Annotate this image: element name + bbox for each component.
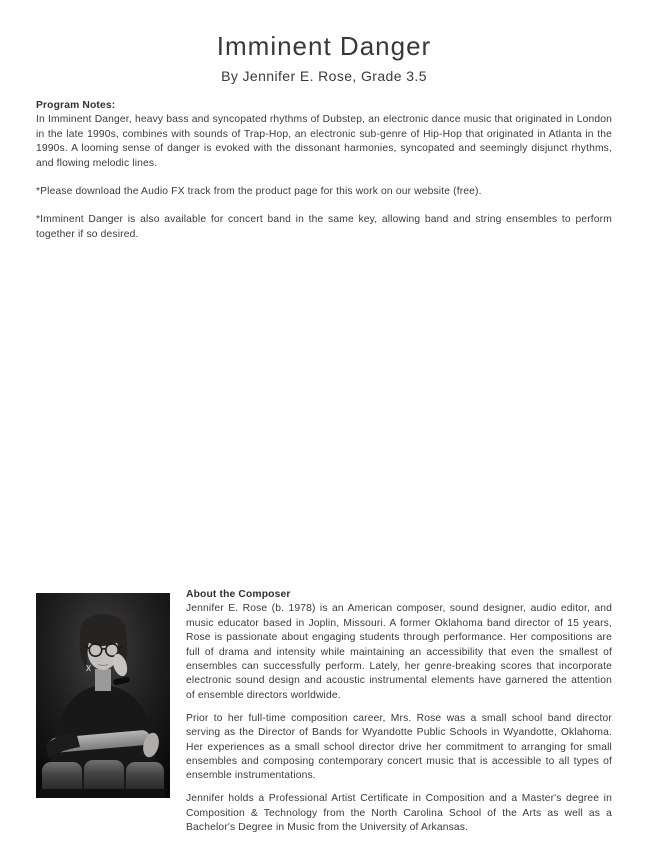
about-composer-heading: About the Composer — [186, 589, 291, 600]
program-notes-body: In Imminent Danger, heavy bass and syncopated rhythms of Dubstep, an electronic dance music that originated in London in the late 1990s, combines with sounds of Trap-Hop, an electronic sub-genre of Hip-Hop that originated in Atlanta in the 1990s. A looming sense of danger is evoked with the dissonant harmonies, syncopated and seemingly disjunct rhythms, and flowing melodic lines. — [36, 114, 612, 169]
note-concert-band: *Imminent Danger is also available for concert band in the same key, allowing band and string ensembles to perform together if so desired. — [36, 214, 612, 240]
about-composer-section — [36, 588, 612, 844]
bio-paragraph-2: Prior to her full-time composition career, Mrs. Rose was a small school band director serving as the Director of Bands for Wyandotte Public Schools in Wyandotte, Oklahoma. Her experiences as a small school director drive her commitment to arranging for small ensembles and composing contemporary concert music that is accessible to all types of ensemble instrumentations. — [186, 712, 612, 782]
composer-photo — [36, 593, 170, 798]
program-notes-section — [36, 99, 612, 242]
composer-bio — [186, 588, 612, 844]
program-notes-heading: Program Notes: — [36, 100, 116, 111]
title-block — [0, 31, 648, 84]
bio-paragraph-3: Jennifer holds a Professional Artist Certificate in Composition and a Master's degree in Composition & Technology from the North Carolina School of the Arts as well as a Bachelor's Degree in Music from the University of Arkansas. — [186, 793, 612, 834]
page-subtitle: By Jennifer E. Rose, Grade 3.5 — [221, 68, 427, 84]
page-title: Imminent Danger — [216, 31, 432, 61]
composer-portrait-illustration — [36, 593, 170, 798]
neck — [95, 669, 111, 691]
bio-paragraph-1: Jennifer E. Rose (b. 1978) is an American composer, sound designer, audio editor, and music educator based in Joplin, Missouri. A former Oklahoma band director of 15 years, Rose is passionate about engaging students through performance. Her compositions are full of drama and intensity while maintaining an accessibility that even the smallest of ensembles can successfully perform. Lately, her genre-breaking scores that incorporate electronic sound design and acoustic instrumental elements have garnered the attention of ensemble directors worldwide. — [186, 603, 612, 701]
chair-back — [40, 760, 166, 798]
note-audio-fx: *Please download the Audio FX track from the product page for this work on our website (free). — [36, 186, 482, 198]
